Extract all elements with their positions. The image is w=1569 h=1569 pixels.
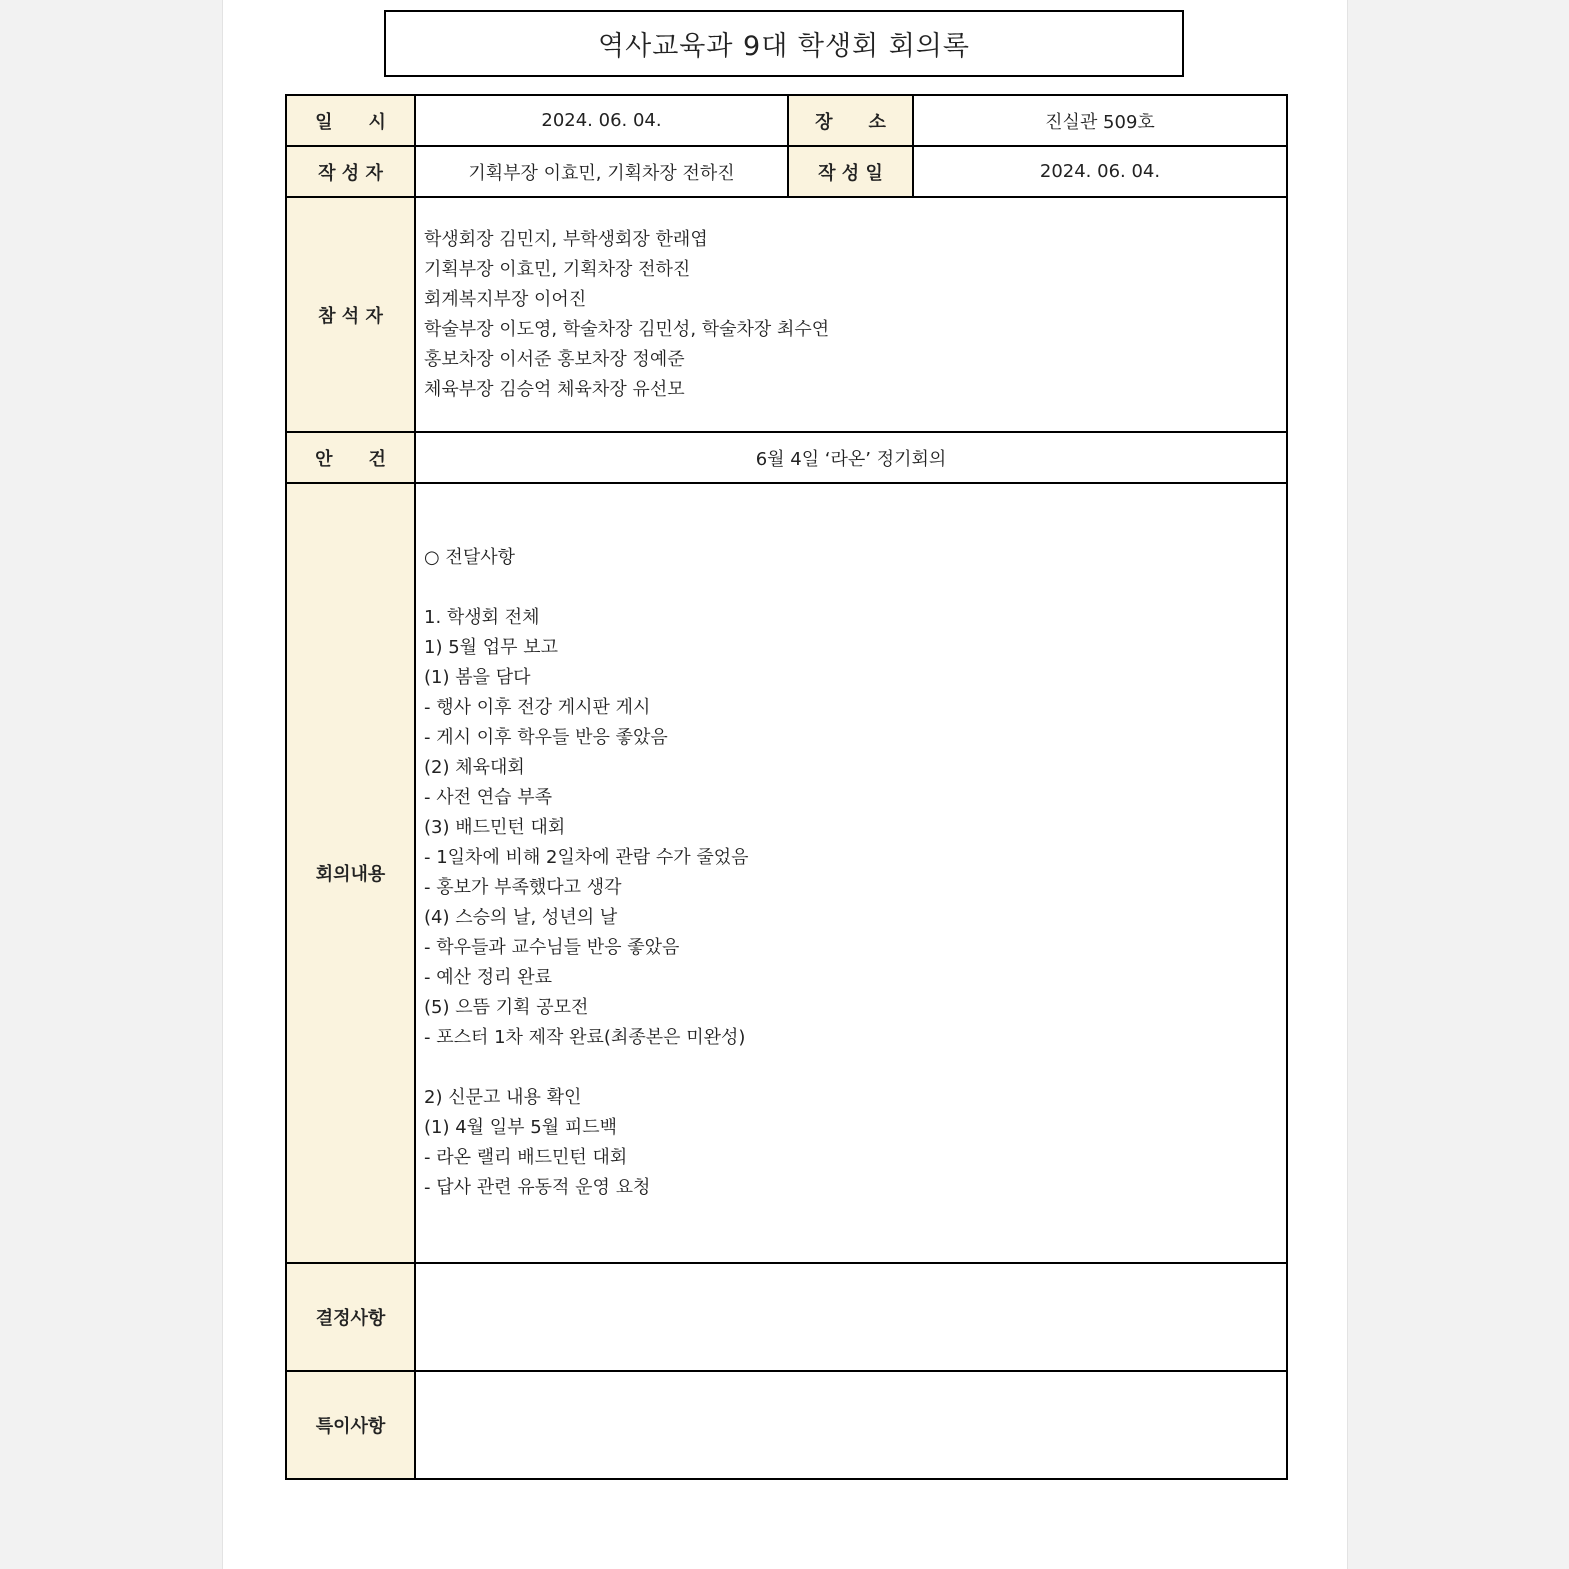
content-line: ○ 전달사항 (424, 547, 515, 568)
row-decisions (286, 1263, 1287, 1371)
attendees-list (415, 197, 1287, 432)
agenda-value: 6월 4일 ‘라온’ 정기회의 (415, 432, 1287, 483)
content-line: 2) 신문고 내용 확인 (424, 1087, 582, 1108)
row-agenda (286, 432, 1287, 483)
content-label: 회의내용 (286, 483, 415, 1263)
content-line: - 학우들과 교수님들 반응 좋았음 (424, 937, 680, 958)
written-date-value: 2024. 06. 04. (913, 146, 1287, 197)
content-line: - 포스터 1차 제작 완료(최종본은 미완성) (424, 1027, 746, 1048)
attendee-line: 학술부장 이도영, 학술차장 김민성, 학술차장 최수연 (424, 318, 830, 340)
written-date-label: 작 성 일 (788, 146, 913, 197)
author-label: 작 성 자 (286, 146, 415, 197)
date-label: 일 시 (286, 95, 415, 146)
agenda-label: 안 건 (286, 432, 415, 483)
content-line: - 라온 랠리 배드민턴 대회 (424, 1147, 628, 1168)
document-title: 역사교육과 9대 학생회 회의록 (384, 10, 1184, 77)
content-line: (1) 4월 일부 5월 피드백 (424, 1117, 618, 1138)
attendee-line: 학생회장 김민지, 부학생회장 한래엽 (424, 228, 708, 250)
content-line: (4) 스승의 날, 성년의 날 (424, 907, 618, 928)
minutes-table (285, 94, 1288, 1480)
row-notes (286, 1371, 1287, 1479)
content-line: (3) 배드민턴 대회 (424, 817, 566, 838)
decision-label: 결정사항 (286, 1263, 415, 1371)
author-value: 기획부장 이효민, 기획차장 전하진 (415, 146, 788, 197)
content-line: (1) 봄을 담다 (424, 667, 531, 688)
content-body (415, 483, 1287, 1263)
content-line: (2) 체육대회 (424, 757, 525, 778)
content-line: - 예산 정리 완료 (424, 967, 552, 988)
attendee-line: 홍보차장 이서준 홍보차장 정예준 (424, 348, 685, 370)
attendees-label: 참 석 자 (286, 197, 415, 432)
content-line: - 게시 이후 학우들 반응 좋았음 (424, 727, 668, 748)
row-date-place (286, 95, 1287, 146)
place-value: 진실관 509호 (913, 95, 1287, 146)
row-attendees (286, 197, 1287, 432)
content-line: - 답사 관련 유동적 운영 요청 (424, 1177, 651, 1198)
content-line: (5) 으뜸 기획 공모전 (424, 997, 589, 1018)
place-label: 장 소 (788, 95, 913, 146)
row-content (286, 483, 1287, 1263)
notes-label: 특이사항 (286, 1371, 415, 1479)
document-page (222, 0, 1348, 1569)
content-line: - 홍보가 부족했다고 생각 (424, 877, 622, 898)
content-line: - 1일차에 비해 2일차에 관람 수가 줄었음 (424, 847, 749, 868)
content-line (424, 1053, 1286, 1083)
decision-value (415, 1263, 1287, 1371)
notes-value (415, 1371, 1287, 1479)
content-line: 1. 학생회 전체 (424, 607, 540, 628)
attendee-line: 회계복지부장 이어진 (424, 288, 587, 310)
attendee-line: 체육부장 김승억 체육차장 유선모 (424, 378, 685, 400)
content-line: - 사전 연습 부족 (424, 787, 552, 808)
attendee-line: 기획부장 이효민, 기획차장 전하진 (424, 258, 691, 280)
content-line: 1) 5월 업무 보고 (424, 637, 559, 658)
row-author (286, 146, 1287, 197)
content-line: - 행사 이후 전강 게시판 게시 (424, 697, 651, 718)
content-line (424, 573, 1286, 603)
date-value: 2024. 06. 04. (415, 95, 788, 146)
